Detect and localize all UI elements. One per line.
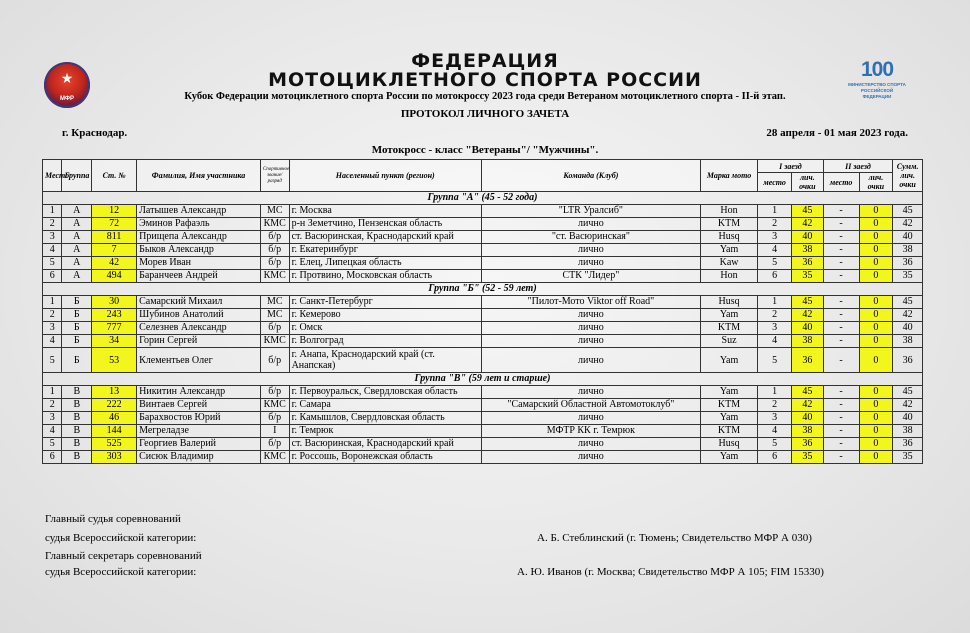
cell-city: г. Елец, Липецкая область — [289, 257, 481, 270]
logo-number: 100 — [860, 58, 894, 81]
cell-city: г. Санкт-Петербург — [289, 296, 481, 309]
cell-moto: KTM — [700, 399, 757, 412]
star-icon: ★ — [60, 72, 74, 87]
cell-place: 2 — [43, 218, 62, 231]
secretary-category: судья Всероссийской категории: — [45, 566, 197, 578]
cell-sum: 38 — [893, 335, 923, 348]
cell-r2-pos: - — [823, 270, 859, 283]
cell-r1-pts: 38 — [791, 335, 823, 348]
cell-r1-pos: 4 — [758, 335, 792, 348]
cell-rank: МС — [260, 205, 289, 218]
cell-name: Мегреладзе — [137, 425, 261, 438]
cell-group: Б — [62, 335, 92, 348]
cell-name: Эминов Рафаэль — [137, 218, 261, 231]
cell-r1-pos: 4 — [758, 425, 792, 438]
cell-team: "LTR Уралсиб" — [481, 205, 700, 218]
cell-city: г. Самара — [289, 399, 481, 412]
cell-number: 243 — [92, 309, 137, 322]
cell-number: 525 — [92, 438, 137, 451]
cell-r1-pos: 1 — [758, 205, 792, 218]
cell-rank: б/р — [260, 231, 289, 244]
cell-moto: Yam — [700, 309, 757, 322]
cell-r1-pos: 2 — [758, 309, 792, 322]
cell-sum: 36 — [893, 438, 923, 451]
cell-city: г. Темрюк — [289, 425, 481, 438]
cell-name: Сисюк Владимир — [137, 451, 261, 464]
cell-r2-pts: 0 — [859, 218, 893, 231]
cell-r2-pos: - — [823, 425, 859, 438]
cell-sum: 38 — [893, 244, 923, 257]
cell-team: лично — [481, 348, 700, 373]
cell-name: Георгиев Валерий — [137, 438, 261, 451]
cell-group: А — [62, 231, 92, 244]
cell-name: Клементьев Олег — [137, 348, 261, 373]
cell-r2-pos: - — [823, 451, 859, 464]
cell-number: 777 — [92, 322, 137, 335]
cell-r2-pts: 0 — [859, 451, 893, 464]
cell-number: 42 — [92, 257, 137, 270]
cell-city: г. Россошь, Воронежская область — [289, 451, 481, 464]
cell-place: 6 — [43, 270, 62, 283]
cell-r2-pts: 0 — [859, 399, 893, 412]
cell-sum: 36 — [893, 348, 923, 373]
cell-place: 6 — [43, 451, 62, 464]
cell-r2-pos: - — [823, 257, 859, 270]
cell-r1-pos: 2 — [758, 399, 792, 412]
cell-r1-pts: 36 — [791, 257, 823, 270]
cell-r1-pts: 35 — [791, 451, 823, 464]
cell-r2-pos: - — [823, 205, 859, 218]
cell-place: 1 — [43, 205, 62, 218]
table-row — [43, 270, 923, 283]
logo-caption: МИНИСТЕРСТВО СПОРТА РОССИЙСКОЙ ФЕДЕРАЦИИ — [848, 82, 906, 99]
cell-group: В — [62, 386, 92, 399]
cell-team: МФТР КК г. Темрюк — [481, 425, 700, 438]
cell-group: А — [62, 218, 92, 231]
event-city: г. Краснодар. — [62, 127, 128, 139]
cell-name: Морев Иван — [137, 257, 261, 270]
cell-group: А — [62, 205, 92, 218]
table-row — [43, 257, 923, 270]
cell-r1-pts: 45 — [791, 296, 823, 309]
cell-r2-pts: 0 — [859, 296, 893, 309]
results-table — [42, 159, 923, 464]
cell-moto: Kaw — [700, 257, 757, 270]
cell-rank: КМС — [260, 218, 289, 231]
cell-team: лично — [481, 257, 700, 270]
cell-team: лично — [481, 322, 700, 335]
cell-city: г. Омск — [289, 322, 481, 335]
title-line1: ФЕДЕРАЦИЯ — [411, 50, 559, 72]
cell-r2-pos: - — [823, 399, 859, 412]
cell-team: лично — [481, 451, 700, 464]
cell-r1-pts: 42 — [791, 399, 823, 412]
cell-r1-pos: 1 — [758, 296, 792, 309]
cell-place: 1 — [43, 296, 62, 309]
col-city: Населенный пункт (регион) — [289, 160, 481, 192]
cell-sum: 36 — [893, 257, 923, 270]
cell-name: Шубинов Анатолий — [137, 309, 261, 322]
cell-r1-pos: 3 — [758, 231, 792, 244]
col-race2: II заезд — [823, 160, 893, 173]
cell-sum: 40 — [893, 231, 923, 244]
cell-place: 1 — [43, 386, 62, 399]
cell-sum: 40 — [893, 322, 923, 335]
cell-moto: Hon — [700, 205, 757, 218]
table-row — [43, 231, 923, 244]
cell-name: Никитин Александр — [137, 386, 261, 399]
cell-group: А — [62, 257, 92, 270]
cell-city: г. Камышлов, Свердловская область — [289, 412, 481, 425]
cell-place: 4 — [43, 425, 62, 438]
cell-team: лично — [481, 386, 700, 399]
table-row — [43, 335, 923, 348]
cell-moto: Yam — [700, 412, 757, 425]
cell-sum: 42 — [893, 218, 923, 231]
cell-team: "Пилот-Мото Viktor off Road" — [481, 296, 700, 309]
cell-team: лично — [481, 335, 700, 348]
cell-r1-pts: 35 — [791, 270, 823, 283]
cell-sum: 40 — [893, 412, 923, 425]
cell-name: Быков Александр — [137, 244, 261, 257]
group-header-row — [43, 283, 923, 296]
cell-r2-pos: - — [823, 348, 859, 373]
cell-sum: 42 — [893, 309, 923, 322]
group-header-row — [43, 192, 923, 205]
cell-name: Горин Сергей — [137, 335, 261, 348]
cell-city: р-н Земетчино, Пензенская область — [289, 218, 481, 231]
cell-moto: KTM — [700, 322, 757, 335]
cell-rank: б/р — [260, 244, 289, 257]
cell-moto: Yam — [700, 348, 757, 373]
cell-city: г. Протвино, Московская область — [289, 270, 481, 283]
cell-city: г. Волгоград — [289, 335, 481, 348]
cell-city: ст. Васюринская, Краснодарский край — [289, 438, 481, 451]
cell-group: Б — [62, 322, 92, 335]
cell-number: 144 — [92, 425, 137, 438]
cell-r2-pos: - — [823, 412, 859, 425]
cell-r2-pts: 0 — [859, 244, 893, 257]
table-row — [43, 296, 923, 309]
cell-r2-pts: 0 — [859, 438, 893, 451]
cell-rank: МС — [260, 296, 289, 309]
cell-place: 4 — [43, 335, 62, 348]
cell-number: 222 — [92, 399, 137, 412]
cell-r1-pts: 40 — [791, 412, 823, 425]
cell-team: "Самарский Областной Автомотоклуб" — [481, 399, 700, 412]
cell-r1-pts: 38 — [791, 244, 823, 257]
cell-sum: 45 — [893, 205, 923, 218]
col-race1: I заезд — [758, 160, 824, 173]
cell-r2-pos: - — [823, 322, 859, 335]
cell-place: 4 — [43, 244, 62, 257]
cell-moto: Husq — [700, 438, 757, 451]
cell-sum: 35 — [893, 270, 923, 283]
cell-r2-pos: - — [823, 218, 859, 231]
cell-r1-pos: 2 — [758, 218, 792, 231]
cell-place: 2 — [43, 399, 62, 412]
cell-rank: б/р — [260, 412, 289, 425]
cell-r2-pts: 0 — [859, 386, 893, 399]
cell-r2-pts: 0 — [859, 231, 893, 244]
cell-rank: б/р — [260, 322, 289, 335]
cup-title: Кубок Федерации мотоциклетного спорта России по мотокроссу 2023 года среди Ветераном мотоциклетного спорта - II-й этап. — [184, 91, 786, 102]
table-row — [43, 399, 923, 412]
cell-r1-pos: 6 — [758, 270, 792, 283]
cell-r1-pts: 42 — [791, 218, 823, 231]
col-team: Команда (Клуб) — [481, 160, 700, 192]
judge-title: Главный судья соревнований — [45, 513, 181, 525]
cell-r2-pos: - — [823, 244, 859, 257]
col-race2-pts: лич. очки — [859, 173, 893, 192]
group-title: Группа "В" (59 лет и старше) — [43, 373, 923, 386]
col-place: Место — [43, 160, 62, 192]
cell-team: лично — [481, 309, 700, 322]
cell-place: 3 — [43, 231, 62, 244]
cell-r2-pts: 0 — [859, 270, 893, 283]
col-race1-pts: лич. очки — [791, 173, 823, 192]
cell-r2-pts: 0 — [859, 425, 893, 438]
table-row — [43, 412, 923, 425]
cell-r2-pts: 0 — [859, 257, 893, 270]
cell-group: В — [62, 451, 92, 464]
cell-rank: б/р — [260, 386, 289, 399]
cell-moto: Husq — [700, 296, 757, 309]
cell-r1-pts: 45 — [791, 386, 823, 399]
cell-r1-pts: 36 — [791, 438, 823, 451]
cell-city: г. Екатеринбург — [289, 244, 481, 257]
cell-name: Баранчеев Андрей — [137, 270, 261, 283]
class-title: Мотокросс - класс "Ветераны"/ "Мужчины". — [371, 144, 599, 156]
cell-group: Б — [62, 296, 92, 309]
cell-r1-pos: 6 — [758, 451, 792, 464]
cell-group: А — [62, 244, 92, 257]
cell-number: 303 — [92, 451, 137, 464]
cell-r2-pts: 0 — [859, 348, 893, 373]
cell-r1-pts: 38 — [791, 425, 823, 438]
cell-sum: 45 — [893, 386, 923, 399]
group-title: Группа "А" (45 - 52 года) — [43, 192, 923, 205]
cell-team: лично — [481, 438, 700, 451]
cell-sum: 45 — [893, 296, 923, 309]
cell-number: 7 — [92, 244, 137, 257]
results-body — [43, 192, 923, 464]
col-race2-pos: место — [823, 173, 859, 192]
cell-number: 13 — [92, 386, 137, 399]
cell-sum: 35 — [893, 451, 923, 464]
cell-name: Прищепа Александр — [137, 231, 261, 244]
group-header-row — [43, 373, 923, 386]
cell-r1-pts: 40 — [791, 231, 823, 244]
cell-r2-pts: 0 — [859, 205, 893, 218]
col-sum: Сумм. лич. очки — [893, 160, 923, 192]
cell-team: лично — [481, 244, 700, 257]
cell-city: г. Москва — [289, 205, 481, 218]
cell-rank: МС — [260, 309, 289, 322]
cell-r1-pos: 4 — [758, 244, 792, 257]
group-title: Группа "Б" (52 - 59 лет) — [43, 283, 923, 296]
cell-city: г. Первоуральск, Свердловская область — [289, 386, 481, 399]
cell-r2-pts: 0 — [859, 335, 893, 348]
cell-sum: 38 — [893, 425, 923, 438]
col-moto: Марка мото — [700, 160, 757, 192]
cell-r1-pos: 1 — [758, 386, 792, 399]
cell-moto: Husq — [700, 231, 757, 244]
cell-place: 3 — [43, 322, 62, 335]
col-race1-pos: место — [758, 173, 792, 192]
cell-number: 494 — [92, 270, 137, 283]
cell-name: Барахвостов Юрий — [137, 412, 261, 425]
cell-group: В — [62, 425, 92, 438]
judge-category: судья Всероссийской категории: — [45, 532, 197, 544]
cell-group: А — [62, 270, 92, 283]
cell-moto: KTM — [700, 425, 757, 438]
cell-place: 2 — [43, 309, 62, 322]
cell-r2-pos: - — [823, 296, 859, 309]
cell-moto: Yam — [700, 244, 757, 257]
cell-r2-pos: - — [823, 335, 859, 348]
protocol-title: ПРОТОКОЛ ЛИЧНОГО ЗАЧЕТА — [400, 108, 570, 120]
cell-r1-pts: 42 — [791, 309, 823, 322]
table-row — [43, 348, 923, 373]
cell-moto: Suz — [700, 335, 757, 348]
cell-city: ст. Васюринская, Краснодарский край — [289, 231, 481, 244]
title-line2: МОТОЦИКЛЕТНОГО СПОРТА РОССИИ — [268, 69, 702, 91]
cell-rank: б/р — [260, 438, 289, 451]
cell-r1-pts: 36 — [791, 348, 823, 373]
table-row — [43, 218, 923, 231]
cell-team: лично — [481, 218, 700, 231]
cell-rank: б/р — [260, 257, 289, 270]
cell-rank: б/р — [260, 348, 289, 373]
cell-group: В — [62, 412, 92, 425]
logo-text: МФР — [59, 96, 75, 102]
event-dates: 28 апреля - 01 мая 2023 года. — [766, 127, 908, 139]
cell-rank: КМС — [260, 270, 289, 283]
cell-r1-pos: 5 — [758, 257, 792, 270]
cell-moto: Yam — [700, 386, 757, 399]
cell-name: Латышев Александр — [137, 205, 261, 218]
col-name: Фамилия, Имя участника — [137, 160, 261, 192]
cell-r2-pos: - — [823, 231, 859, 244]
cell-r2-pts: 0 — [859, 412, 893, 425]
table-row — [43, 205, 923, 218]
cell-team: СТК "Лидер" — [481, 270, 700, 283]
cell-place: 5 — [43, 348, 62, 373]
cell-place: 5 — [43, 438, 62, 451]
cell-group: Б — [62, 309, 92, 322]
cell-r2-pos: - — [823, 438, 859, 451]
table-row — [43, 322, 923, 335]
cell-group: Б — [62, 348, 92, 373]
cell-r1-pts: 45 — [791, 205, 823, 218]
cell-moto: Hon — [700, 270, 757, 283]
cell-city: г. Кемерово — [289, 309, 481, 322]
cell-place: 5 — [43, 257, 62, 270]
cell-r2-pts: 0 — [859, 309, 893, 322]
cell-r1-pos: 5 — [758, 438, 792, 451]
cell-name: Винтаев Сергей — [137, 399, 261, 412]
col-rank: Спортивное звание/разряд — [260, 160, 289, 192]
cell-name: Самарский Михаил — [137, 296, 261, 309]
cell-rank: КМС — [260, 451, 289, 464]
secretary-title: Главный секретарь соревнований — [45, 550, 202, 562]
table-row — [43, 244, 923, 257]
cell-group: В — [62, 438, 92, 451]
table-row — [43, 438, 923, 451]
cell-r1-pos: 3 — [758, 412, 792, 425]
cell-r1-pts: 40 — [791, 322, 823, 335]
cell-city: г. Анапа, Краснодарский край (ст. Анапская) — [289, 348, 481, 373]
col-number: Ст. № — [92, 160, 137, 192]
cell-group: В — [62, 399, 92, 412]
cell-number: 46 — [92, 412, 137, 425]
table-row — [43, 386, 923, 399]
table-row — [43, 309, 923, 322]
cell-place: 3 — [43, 412, 62, 425]
table-row — [43, 451, 923, 464]
cell-number: 72 — [92, 218, 137, 231]
cell-team: лично — [481, 412, 700, 425]
cell-number: 811 — [92, 231, 137, 244]
judge-name: А. Б. Стеблинский (г. Тюмень; Свидетельство МФР А 030) — [537, 532, 812, 544]
cell-r2-pos: - — [823, 386, 859, 399]
cell-number: 53 — [92, 348, 137, 373]
cell-number: 34 — [92, 335, 137, 348]
cell-number: 12 — [92, 205, 137, 218]
cell-team: "ст. Васюринская" — [481, 231, 700, 244]
table-row — [43, 425, 923, 438]
cell-number: 30 — [92, 296, 137, 309]
cell-r2-pts: 0 — [859, 322, 893, 335]
cell-r1-pos: 5 — [758, 348, 792, 373]
cell-moto: Yam — [700, 451, 757, 464]
cell-rank: КМС — [260, 399, 289, 412]
col-group: Группа — [62, 160, 92, 192]
cell-sum: 42 — [893, 399, 923, 412]
cell-r1-pos: 3 — [758, 322, 792, 335]
cell-r2-pos: - — [823, 309, 859, 322]
cell-rank: I — [260, 425, 289, 438]
cell-moto: KTM — [700, 218, 757, 231]
secretary-name: А. Ю. Иванов (г. Москва; Свидетельство МФР А 105; FIM 15330) — [517, 566, 824, 578]
cell-name: Селезнев Александр — [137, 322, 261, 335]
cell-rank: КМС — [260, 335, 289, 348]
